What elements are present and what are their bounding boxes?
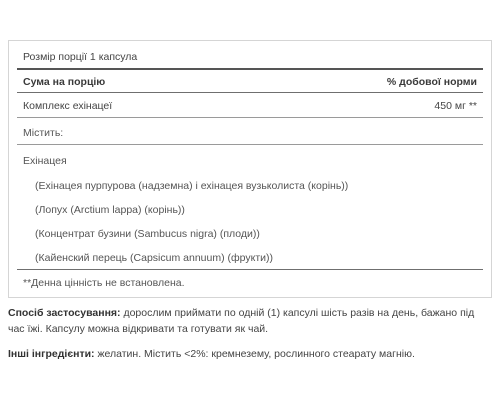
footnote: **Денна цінність не встановлена. — [23, 277, 185, 289]
complex-row — [23, 100, 477, 112]
divider-contains — [17, 144, 483, 145]
contains-label: Містить: — [23, 127, 64, 139]
serving-size: Розмір порції 1 капсула — [23, 51, 138, 63]
usage-label: Спосіб застосування: — [8, 307, 121, 319]
supplement-facts-inner — [17, 41, 483, 297]
other-ingredients-paragraph — [8, 346, 492, 362]
table-header-row — [23, 76, 477, 88]
list-item: (Кайенский перець (Capsicum annuum) (фрукти)) — [35, 252, 273, 264]
supplement-panel — [8, 0, 492, 400]
list-item: (Лопух (Arctium lappa) (корінь)) — [35, 204, 185, 216]
divider-header — [17, 92, 483, 93]
divider-thick — [17, 68, 483, 70]
header-amount-per-serving: Сума на порцію — [23, 76, 106, 88]
other-ingredients-text: желатин. Містить <2%: кремнезему, рослинного стеарату магнію. — [94, 348, 415, 360]
usage-text: дорослим приймати по одній (1) капсулі шість разів на день, бажано під час їжі. Капсулу можна відкривати та готувати як чай. — [8, 307, 475, 335]
ingredient-group: Ехінацея — [23, 155, 67, 167]
complex-value: 450 мг ** — [434, 100, 477, 112]
divider-footnote — [17, 269, 483, 270]
header-daily-value: % добової норми — [386, 76, 477, 88]
supplement-facts-table — [8, 40, 492, 298]
other-ingredients-label: Інші інгредієнти: — [8, 348, 95, 360]
list-item: (Концентрат бузини (Sambucus nigra) (плоди)) — [35, 228, 260, 240]
usage-paragraph — [8, 305, 492, 337]
complex-name: Комплекс ехінацеї — [23, 100, 113, 112]
divider-complex — [17, 117, 483, 118]
list-item: (Ехінацея пурпурова (надземна) і ехінацея вузьколиста (корінь)) — [35, 180, 349, 192]
